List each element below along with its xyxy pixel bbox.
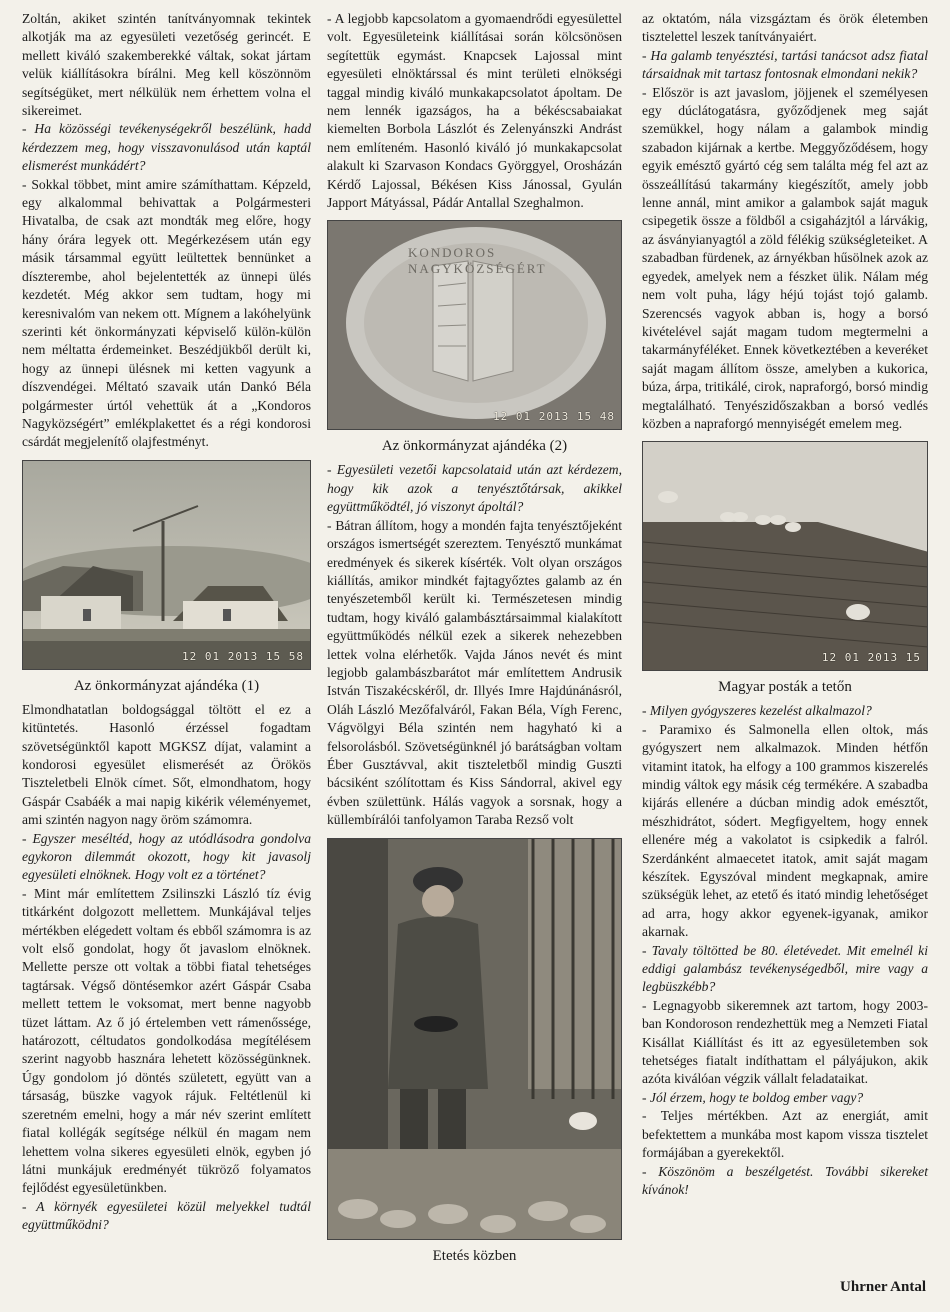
text-block-c3-a	[642, 10, 928, 433]
caption-photo-2: Az önkormányzat ajándéka (2)	[381, 438, 568, 455]
interview-question: - Köszönöm a beszélgetést. További sikereket kívánok!	[642, 1163, 928, 1197]
caption-photo-3: Etetés közben	[432, 1247, 517, 1264]
text-block-c2-a	[327, 10, 622, 212]
photo-plaque	[327, 220, 622, 430]
interview-paragraph: - A legjobb kapcsolatom a gyomaendrődi egyesülettel volt. Egyesületeink kiállításai során kölcsönösen segítettük egymást. Knapcsek Lajossal mint egyesületi elnöktárssal és mint területi elnökségi taggal mindig kiváló munkakapcsolatot ápoltam. De nem lennék igazságos, ha a békéscsabaiakat kiemelten Borbola Lászlót és Zelenyánszki Andrást nem említeném. Hasonló kiváló jó munkakapcsolat alakult ki Szarvason Kondacs Györggyel, Orosházán Kérdő Lajossal, Békésen Kiss Jánossal, Gyulán Japport Mátyással, Pádár Antallal Szeghalmon.	[327, 11, 622, 211]
plaque-inscription: KONDOROS NAGYKÖZSÉGÉRT	[408, 245, 547, 277]
interview-question: - Ha galamb tenyésztési, tartási tanácsot adsz fiatal társaidnak mit tartasz fontosnak elmondani nekik?	[642, 47, 928, 82]
interview-paragraph: - Bátran állítom, hogy a mondén fajta tenyésztőjeként országos ismertségét szereztem. Tenyésztő munkámat eredmények és sikerek kísérték. Volt olyan országos kiállítás, amikor mindkét fajtagyőztes galamb az én tenyészetemből került ki. Természetesen mindig tudtam, hogy kiváló galambásztársaimmal kialakított együttműködés nélkül ezek a sikerek nehezebben lettek volna elérhetők. Vajda János nevét és mint legjobb galambászbarátot már említettem Andrusik István Tiszakécskéről, dr. Illyés Imre Hajdúnánásról, Oláh László Mezőfalváról, Fakan Béla, Vígh Ferenc, Vágvölgyi Béla szintén nem hagyható ki a felsorolásból. Szövetségünknél jó barátságban voltam Éber Gusztávval, akit tiszteletből mindig Guszti bácsiként szólítottam és Kiss Sándorral, akivel egy évben születtünk. Hálás vagyok a sorsnak, hogy a küllembírálói tanfolyamon Taraba Rezső volt	[327, 517, 622, 828]
interview-question: - Milyen gyógyszeres kezelést alkalmazol?	[642, 703, 872, 719]
caption-photo-1: Az önkormányzat ajándéka (1)	[73, 677, 260, 694]
interview-question: - Tavaly töltötted be 80. életévedet. Mit emelnél ki eddigi galambász tevékenységedből, mire vagy a legbüszkébb?	[642, 942, 928, 995]
photo-timestamp: 12 01 2013 15 58	[182, 649, 304, 663]
column-2	[327, 10, 622, 1271]
painting-image	[23, 461, 311, 669]
column-3	[642, 10, 928, 1199]
photo-feeding	[327, 838, 622, 1240]
interview-question: - Egyszer meséltéd, hogy az utódlásodra gondolva egykoron dilemmát okozott, hogy kit javasolj egyesületi elnöknek. Hogy volt ez a történet?	[22, 830, 311, 883]
feeding-image	[328, 839, 622, 1239]
interview-question: - Ha közösségi tevékenységekről beszélünk, hadd kérdezzem meg, hogy visszavonulásod után kaptál elismerést munkádért?	[22, 121, 311, 174]
interview-paragraph: - Mint már említettem Zsilinszki László tíz évig titkárként dolgozott mellettem. Munkájával teljes mértékben elégedett voltam és ebből számomra is az volt első gondolat, hogy őt javaslom elnöknek. Mellette persze ott voltak a többi fiatal tehetséges tagtársak. Végső döntésemkor azért Gáspár Csaba mellett tettem le voksomat, mert benne nagyobb tüzet láttam. Az ő jó értelemben vett rámenőssége, határozott, céltudatos gondolkodása megítélésem szerint nagyobb hasznára lehetett közösségünknek. Úgy gondolom jó döntés született, együtt van a társaság, büszke vagyok rájuk. Feltétlenül ki szeretném emelni, hogy a már név szerint említett fiatal kollégák segítsége nélkül én magam nem lehettem volna sikeres egyesületi elnök, egyben jó látni munkájuk eredményét tükröző folyamatos fejlődést egyesületünkben.	[22, 885, 311, 1196]
text-block-c2-b	[327, 461, 622, 829]
interview-question: - Jól érzem, hogy te boldog ember vagy?	[642, 1089, 864, 1105]
text-block-c3-b	[642, 702, 928, 1199]
text-block-c1-a	[22, 10, 311, 452]
interview-paragraph: Elmondhatatlan boldogsággal töltött el ez a kitüntetés. Hasonló érzéssel fogadtam szövetségünktől kapott MGKSZ díjat, valamint a kondorosi egyesület elismerését az Örökös Tiszteletbeli Elnök címet. Sőt, elmondhatom, hogy Gáspár Csabáék a mai napig kikérik véleményemet, ami szintén nagyon nagy öröm számomra.	[22, 701, 311, 828]
caption-photo-4: Magyar posták a tetőn	[718, 679, 852, 696]
interview-paragraph: az oktatóm, nála vizsgáztam és örök életemben tisztelettel leszek tanítványaiért.	[642, 11, 928, 45]
photo-roof	[642, 441, 928, 671]
author-signature: Uhrner Antal	[840, 1279, 926, 1295]
interview-paragraph: - Paramixo és Salmonella ellen oltok, más gyógyszert nem alkalmazok. Minden hétfőn vitamint itatok, ha elfogy a 100 grammos kiszerelés mindig váltok egy másik cég termékére. A szabadba kijárás ellenére a dúcban mindig adok emésztőt, mészhidrátot, sódert. Megfigyeltem, hogy ennek ellenére még a vakolatot is csipkedik a falról. Szerdánként almaecetet itatok, amit saját magam készítek. Egyszóval mindent megkapnak, amire szükségük lehet, az etető és itató mindig lehetőséget ad arra, hogy akkor egyenek-igyanak, amikor akarnak.	[642, 721, 928, 940]
interview-paragraph: - Teljes mértékben. Azt az energiát, amit befektettem a munkába most kapom vissza tisztelet formájában a gyerekektől.	[642, 1108, 928, 1161]
interview-paragraph: - Először is azt javaslom, jöjjenek el személyesen egy dúclátogatásra, győződjenek meg saját szemükkel, hogy nálam a galambok mindig szabadon kijárnak a kertbe. Meggyőződésem, hogy egyik emésztő gyártó cég sem találta még fel azt az összeállítású takarmány kiegészítőt, amely jobb lenne annál, mint amikor a galambok saját maguk csipegetik össze a földből a csigaházjtól a lárvákig, az ásványianyagtól a zöld félékig szükségleteiket. A szabadban fürdenek, az árnyékban hűsölnek azok az egyedek, amelyek nem a fészket ülik. Nálam még nem volt puha, lágy héjú tojást tojó galamb. Szerencsés vagyok abban is, hogy a borsó kivételével saját magam tudom megtermelni a takarmányféléket. Ennek következtében a keveréket saját magam állítom össze, amelyben a kukorica, búza, árpa, tritikálé, cirok, napraforgó, borsó mindig megtalálható. Tenyészidőszakban a borsó vedlés közben a napraforgó mennyiségét emelem meg.	[642, 84, 928, 431]
interview-paragraph: Zoltán, akiket szintén tanítványomnak tekintek alkotják ma az egyesületi vezetőség gerincét. E mellett kiváló szakemberekké váltak, sokat jártam velük kiállításokra bírálni. Meg kell köszönnöm segítségüket, mert nélkülük nem érhettem volna el sikereimet.	[22, 11, 311, 119]
roof-image	[643, 442, 928, 670]
photo-timestamp: 12 01 2013 15 48	[493, 410, 615, 424]
interview-question: - A környék egyesületei közül melyekkel tudtál együttműködni?	[22, 1198, 311, 1233]
column-1	[22, 10, 311, 1235]
photo-timestamp: 12 01 2013 15	[821, 651, 921, 665]
interview-paragraph: - Legnagyobb sikeremnek azt tartom, hogy 2003-ban Kondoroson rendezhettük meg a Nemzeti Fiatal Kisállat Kiállítást és itt az egyesületemben sok tehetséges fiatalt indíthattam el pályájukon, akik azóta kiválóan végzik vállalt feladataikat.	[642, 997, 928, 1087]
interview-paragraph: - Sokkal többet, mint amire számíthattam. Képzeld, egy alkalommal behivattak a Polgármesteri Hivatalba, de csak azt mondták meg előre, hogy hány órára legyek ott. Megérkezésem után egy másik társammal együtt leültettek bennünket a díszterembe, ahol bejelentették az ünnepi ülés kezdetét. Még akkor sem tudtam, hogy mi keresnivalóm van nekem ott. Mígnem a lakóhelyünk szerinti két önkormányzati képviselő külön-külön nem méltatta érdemeinket. Beszédjükből derült ki, hogy az ünnepi ülésnek mi ketten vagyunk a díszvendégei. Méltató szavaik után Dankó Béla polgármester úrtól vehettük át a „Kondoros Nagyközségért” emlékplakettet és a régi kondorosi csárdát megjelenítő olajfestményt.	[22, 176, 311, 450]
interview-question: - Egyesületi vezetői kapcsolataid után azt kérdezem, hogy kik azok a tenyésztőtársak, akikkel együttműködtél, jó viszonyt ápoltál?	[327, 462, 622, 515]
text-block-c1-b	[22, 701, 311, 1235]
photo-painting	[22, 460, 311, 670]
